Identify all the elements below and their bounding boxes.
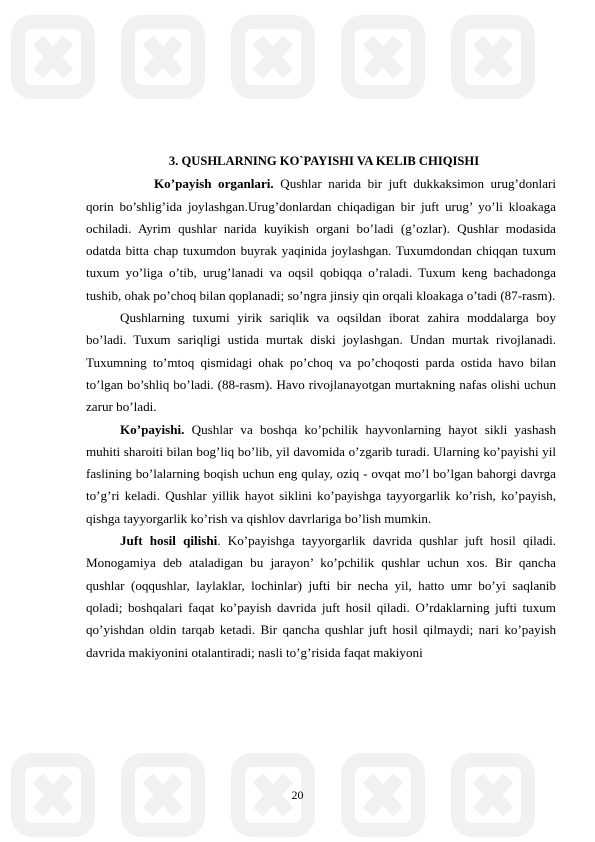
- paragraph-egg: [86, 307, 556, 418]
- page-body: [86, 150, 556, 664]
- paragraph-pair-formation: [86, 530, 556, 664]
- paragraph-text: Qushlar narida bir juft dukkaksimon urug’donlari qorin bo’shlig’ida joylashgan.Urug’donlardan chiqadigan bir juft urug’ yo’li kloakaga ochiladi. Ayrim qushlar narida kuyikish organi bo’ladi (g’ozlar). Qushlar modasida odatda bitta chap tuxumdon buyrak yaqinida joylashgan. Tuxumdondan chiqqan tuxum tuxum yo’liga o’tib, urug’lanadi va oqsil qobiqqa o’raladi. Tuxum keng bachadonga tushib, ohak po’choq bilan qoplanadi; so’ngra jinsiy qin orqali kloakaga o’tadi (87-rasm).: [86, 176, 557, 303]
- paragraph-lead: Ko’payish organlari.: [154, 176, 274, 192]
- paragraph-lead: Juft hosil qilishi: [120, 533, 218, 549]
- section-heading: 3. QUSHLARNING KO`PAYISHI VA KELIB CHIQISHI: [168, 154, 480, 168]
- paragraph-text: Qushlar va boshqa ko’pchilik hayvonlarning hayot sikli yashash muhiti sharoiti bilan bog’liq bo’lib, yil davomida o’zgarib turadi. Ularning ko’payishi yil faslining bo’lalarning boqish uchun eng qulay, oziq - ovqat mo’l bo’lgan bahorgi davrga to’g’ri keladi. Qushlar yillik hayot siklini ko’payishga tayyorgarlik ko’rish, ko’payish, qishga tayyorgarlik ko’rish va qishlov davrlariga bo’lish mumkin.: [86, 421, 556, 526]
- paragraph-lead: Ko’payishi.: [120, 421, 185, 437]
- page-number: 20: [291, 788, 304, 802]
- paragraph-reproduction: [86, 419, 556, 530]
- paragraph-reproductive-organs: [86, 173, 556, 307]
- paragraph-text: . Ko’payishga tayyorgarlik davrida qushlar juft hosil qiladi. Monogamiya deb ataladigan bu jarayon’ ko’pchilik qushlar uchun xos. Bir qancha qushlar (oqqushlar, laylaklar, lochinlar) jufti bir necha yil, hatto umr bo’yi saqlanib qoladi; boshqalari faqat ko’payish davrida juft hosil qiladi. O’rdaklarning jufti tuxum qo’yishdan oldin tarqab ketadi. Bir qancha qushlar juft hosil qilmaydi; nari ko’payish davrida makiyonini otalantiradi; nasli to’g’risida faqat makiyoni: [86, 533, 556, 660]
- paragraph-text: Qushlarning tuxumi yirik sariqlik va oqsildan iborat zahira moddalarga boy bo’ladi. Tuxum sariqligi ustida murtak diski joylashgan. Undan murtak rivojlanadi. Tuxumning to’mtoq qismidagi ohak po’choq va po’choqosti parda ostida havo bilan to’lgan bo’shliq bo’ladi. (88-rasm). Havo rivojlanayotgan murtakning nafas olishi uchun zarur bo’ladi.: [86, 310, 556, 415]
